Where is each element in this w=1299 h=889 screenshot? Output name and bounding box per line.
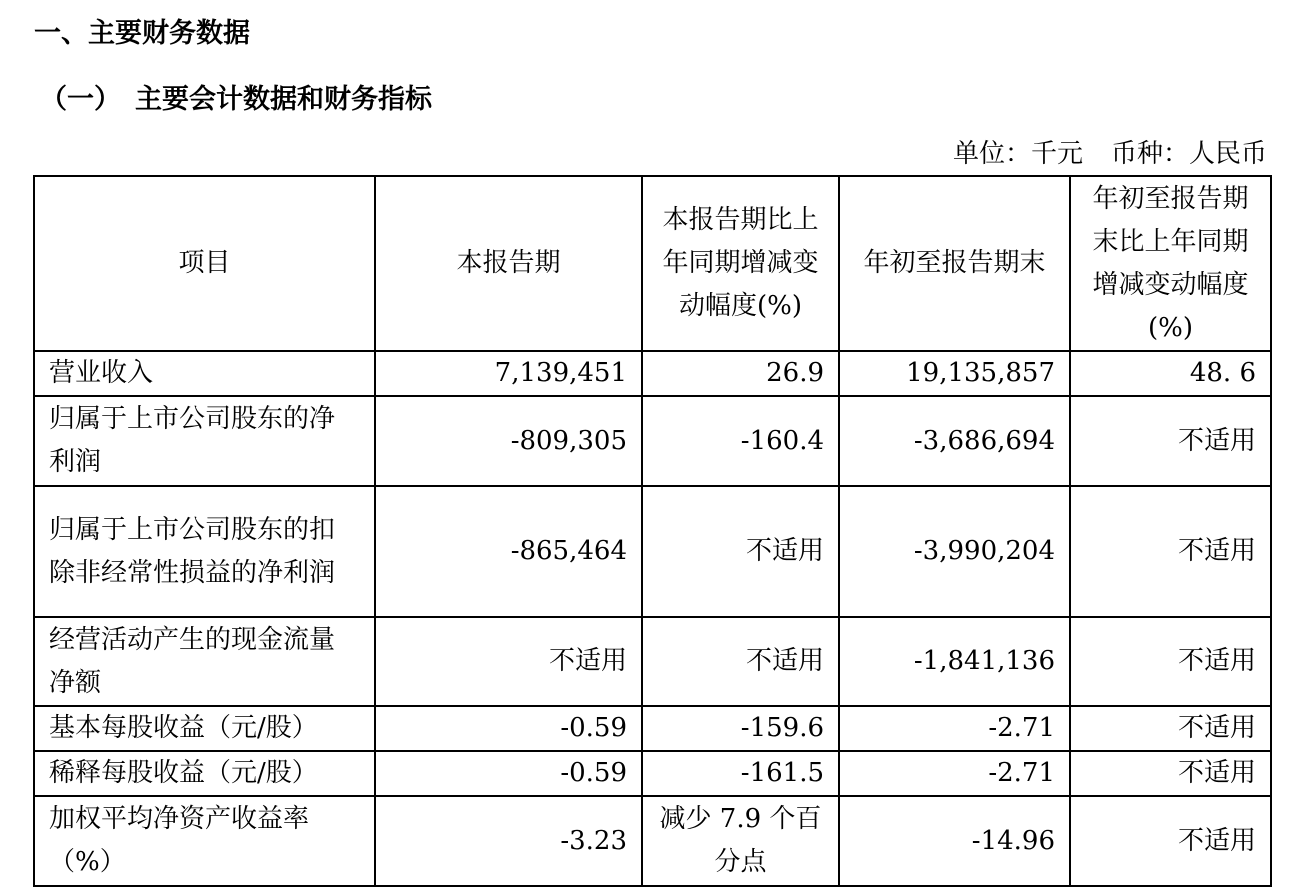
row-ytd-change: 不适用 <box>1070 751 1271 796</box>
row-item-label: 归属于上市公司股东的扣除非经常性损益的净利润 <box>34 486 375 617</box>
row-ytd-change: 不适用 <box>1070 486 1271 617</box>
table-row <box>34 706 1271 751</box>
row-ytd-change: 48. 6 <box>1070 351 1271 396</box>
row-ytd-change: 不适用 <box>1070 396 1271 486</box>
row-current-change: -161.5 <box>642 751 839 796</box>
row-current-change: 减少 7.9 个百分点 <box>642 796 839 886</box>
table-row <box>34 617 1271 706</box>
row-ytd-value: -1,841,136 <box>839 617 1070 706</box>
row-item-label: 归属于上市公司股东的净利润 <box>34 396 375 486</box>
table-header-row <box>34 176 1271 351</box>
column-header-current-change: 本报告期比上年同期增减变动幅度(%) <box>642 176 839 351</box>
row-current-change: -159.6 <box>642 706 839 751</box>
row-ytd-value: -2.71 <box>839 706 1070 751</box>
row-item-label: 稀释每股收益（元/股） <box>34 751 375 796</box>
row-current-change: 不适用 <box>642 617 839 706</box>
table-row <box>34 796 1271 886</box>
unit-currency-note <box>953 136 1267 172</box>
table-row <box>34 486 1271 617</box>
subsection-heading <box>40 80 432 120</box>
column-header-current-period: 本报告期 <box>375 176 642 351</box>
table-row <box>34 396 1271 486</box>
subsection-title: 主要会计数据和财务指标 <box>135 84 432 115</box>
row-item-label: 加权平均净资产收益率（%） <box>34 796 375 886</box>
column-header-ytd: 年初至报告期末 <box>839 176 1070 351</box>
row-ytd-value: -14.96 <box>839 796 1070 886</box>
row-current-value: -0.59 <box>375 751 642 796</box>
row-ytd-change: 不适用 <box>1070 796 1271 886</box>
row-ytd-value: 19,135,857 <box>839 351 1070 396</box>
row-item-label: 营业收入 <box>34 351 375 396</box>
table-row <box>34 751 1271 796</box>
row-current-change: 26.9 <box>642 351 839 396</box>
row-current-value: -809,305 <box>375 396 642 486</box>
row-current-change: -160.4 <box>642 396 839 486</box>
row-current-value: -0.59 <box>375 706 642 751</box>
financial-data-table <box>33 175 1272 887</box>
row-ytd-value: -3,990,204 <box>839 486 1070 617</box>
section-heading: 一、主要财务数据 <box>34 18 250 49</box>
row-ytd-value: -2.71 <box>839 751 1070 796</box>
row-current-value: 不适用 <box>375 617 642 706</box>
subsection-index: （一） <box>40 84 121 115</box>
row-item-label: 基本每股收益（元/股） <box>34 706 375 751</box>
table-row <box>34 351 1271 396</box>
row-ytd-change: 不适用 <box>1070 617 1271 706</box>
row-ytd-value: -3,686,694 <box>839 396 1070 486</box>
row-current-value: -3.23 <box>375 796 642 886</box>
row-ytd-change: 不适用 <box>1070 706 1271 751</box>
column-header-ytd-change: 年初至报告期末比上年同期增减变动幅度(%) <box>1070 176 1271 351</box>
column-header-item: 项目 <box>34 176 375 351</box>
row-current-value: -865,464 <box>375 486 642 617</box>
unit-label: 单位：千元 <box>952 139 1083 169</box>
row-item-label: 经营活动产生的现金流量净额 <box>34 617 375 706</box>
row-current-value: 7,139,451 <box>375 351 642 396</box>
row-current-change: 不适用 <box>642 486 839 617</box>
currency-label: 币种：人民币 <box>1110 139 1267 169</box>
